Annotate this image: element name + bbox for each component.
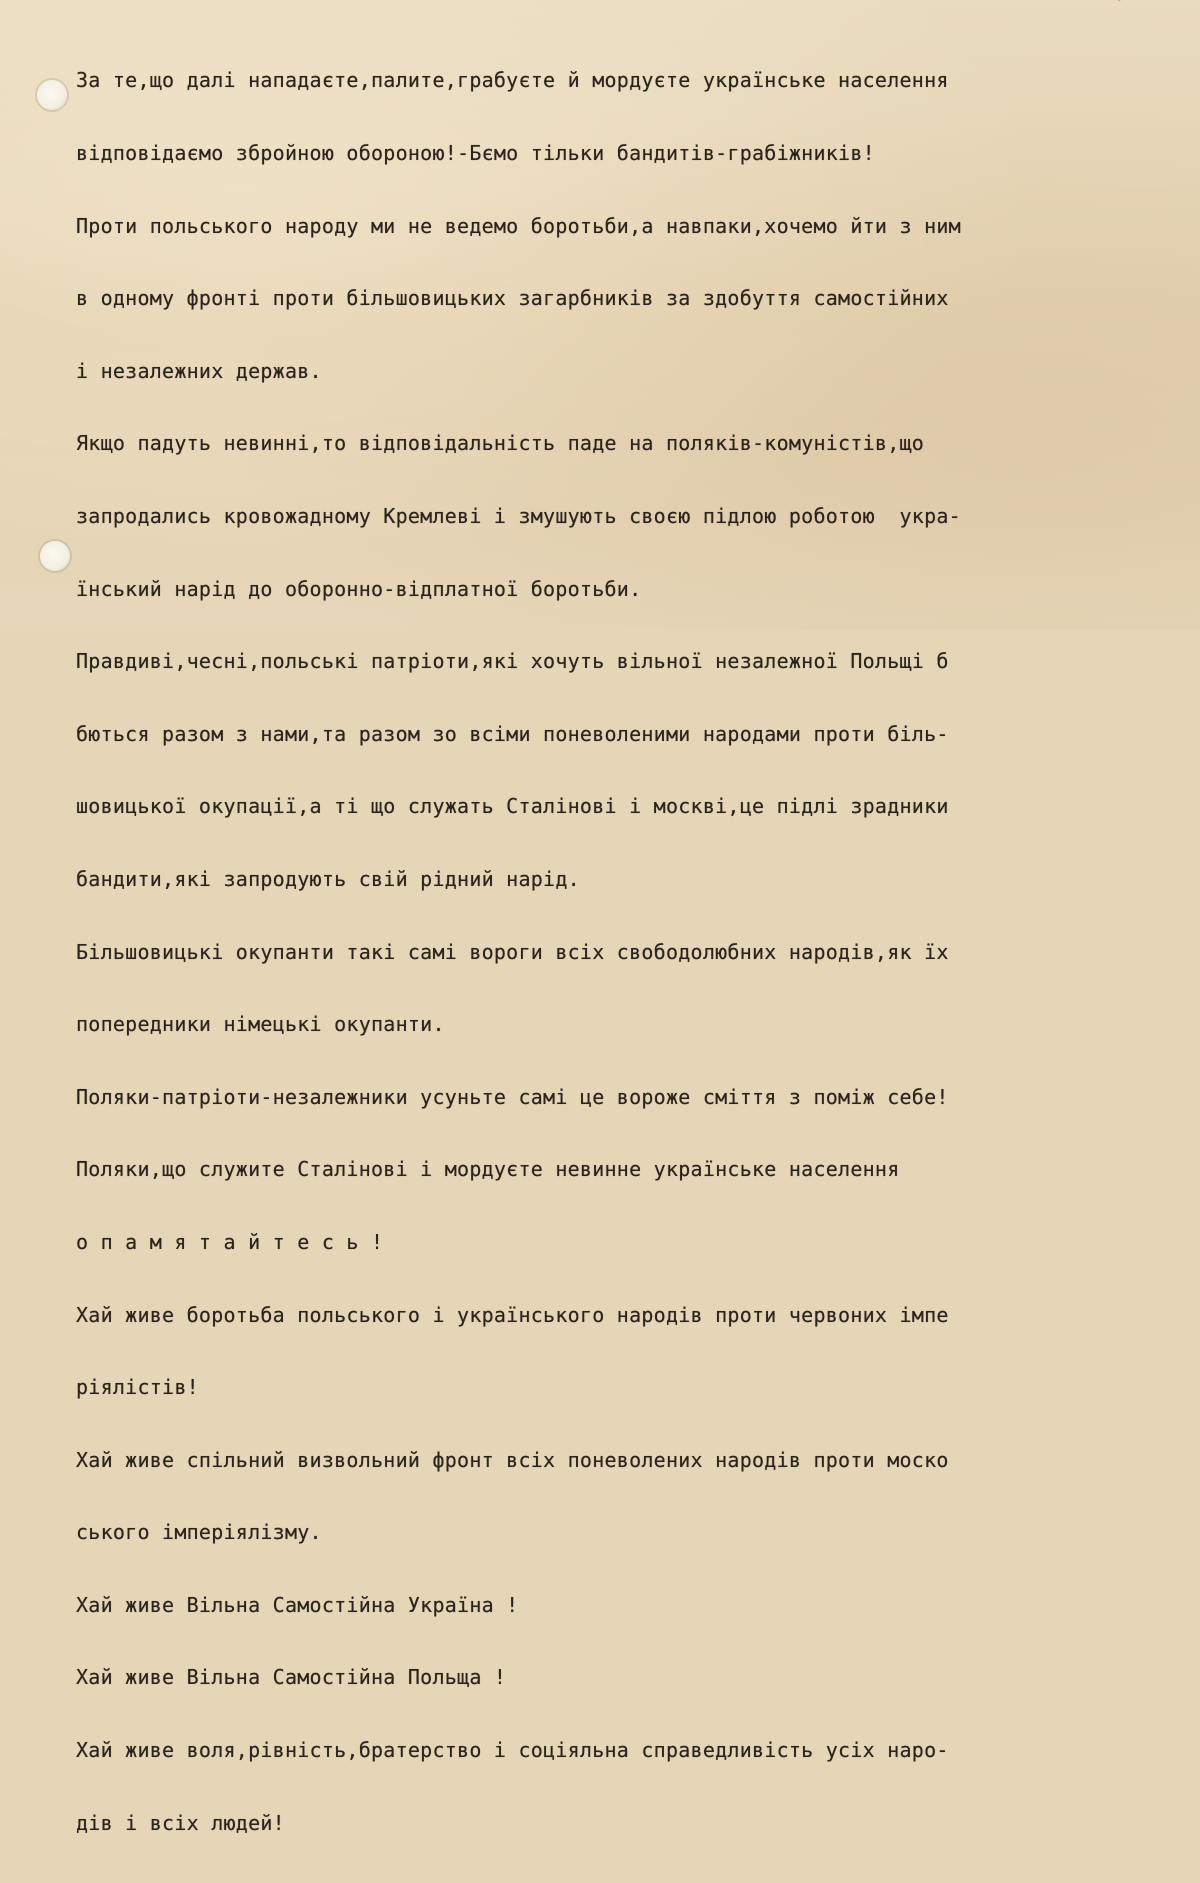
text-line: Хай живе воля,рівність,братерство і соціяльна справедливість усіх наро- [76,1738,949,1763]
text-line: Якщо падуть невинні,то відповідальність паде на поляків-комуністів,що [76,431,925,456]
text-line: Більшовицькі окупанти такі самі вороги всіх свободолюбних народів,як їх [76,939,949,964]
punch-hole-bottom [40,541,70,571]
text-line: о п а м я т а й т е с ь ! [76,1229,384,1254]
text-line: відповідаємо збройною обороною!-Бємо тільки бандитів-грабіжників! [76,141,875,165]
text-line: ріялістів! [76,1375,199,1400]
text-line: шовицької окупації,а ті що служать Сталінові і москві,це підлі зрадники [76,794,949,819]
text-line: Хай живе Вільна Самостійна Україна ! [76,1592,519,1617]
text-line: запродались кровожадному Кремлеві і змушують своєю підлою роботою укра- [76,503,961,528]
text-line: і незалежних держав. [76,358,322,383]
text-line: Проти польського народу ми не ведемо боротьби,а навпаки,хочемо йти з ним [76,213,961,238]
text-line: Правдиві,чесні,польські патріоти,які хочуть вільної незалежної Польщі б [76,649,949,674]
text-line: Хай живе спільний визвольний фронт всіх поневолених народів проти моско [76,1447,949,1472]
text-line: бандити,які запродують свій рідний нарід. [76,866,580,891]
text-line: дів і всіх людей! [76,1810,285,1835]
typewritten-text-block [76,20,1176,1883]
text-line: За те,що далі нападаєте,палите,грабуєте й мордуєте українське населення [76,68,949,93]
text-line: Хай живе Вільна Самостійна Польща ! [76,1665,507,1690]
text-line: попередники німецькі окупанти. [76,1012,445,1037]
text-line: Хай живе боротьба польського і українського народів проти червоних імпе [76,1302,949,1327]
text-line: Поляки,що служите Сталінові і мордуєте невинне українське населення [76,1157,900,1182]
text-line: ського імперіялізму. [76,1520,322,1545]
text-line: їнський нарід до оборонно-відплатної боротьби. [76,576,642,601]
text-line: бються разом з нами,та разом зо всіми поневоленими народами проти біль- [76,721,949,746]
punch-hole-top [37,80,67,110]
text-line: Поляки-патріоти-незалежники усуньте самі це вороже сміття з поміж себе! [76,1084,949,1109]
corner-ink-mark [1117,0,1146,14]
text-line: в одному фронті проти більшовицьких загарбників за здобуття самостійних [76,286,949,311]
